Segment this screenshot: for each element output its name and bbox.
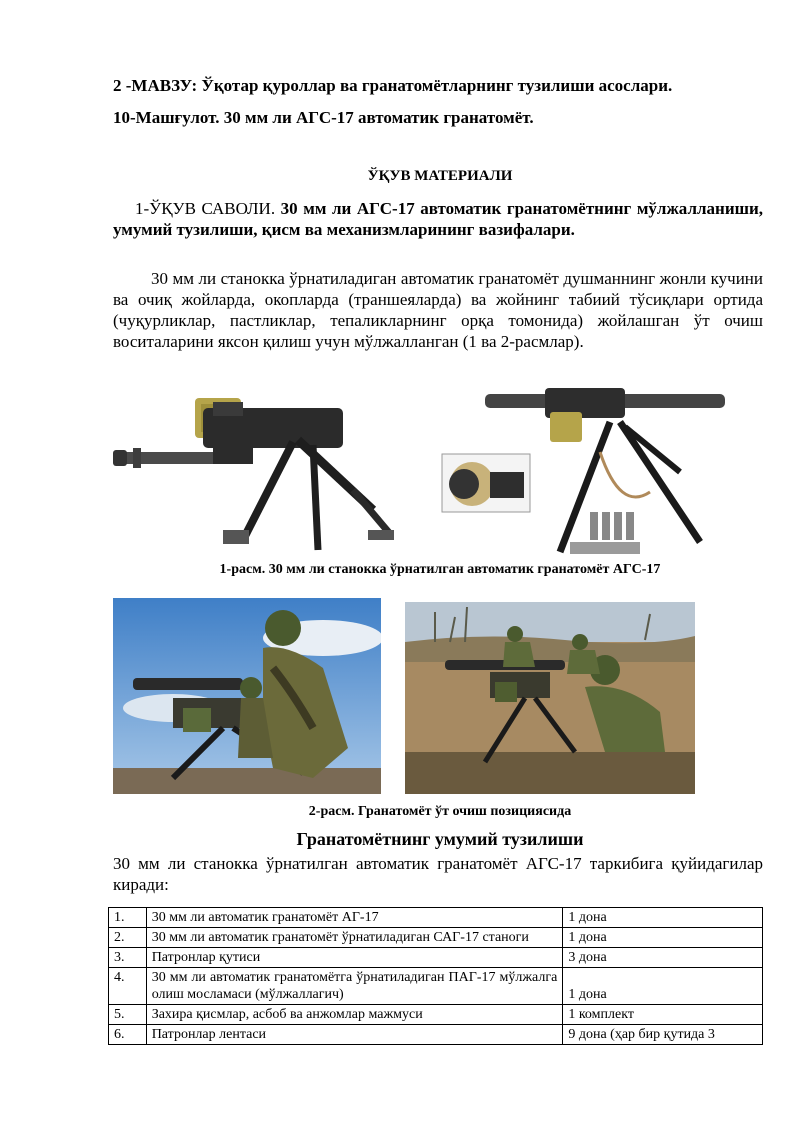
component-qty: 1 дона xyxy=(563,908,763,928)
row-number: 1. xyxy=(109,908,147,928)
component-qty: 9 дона (ҳар бир қутида 3 xyxy=(563,1025,763,1045)
table-row xyxy=(109,928,763,948)
table-row xyxy=(109,1005,763,1025)
component-name: 30 мм ли автоматик гранатомёт ўрнатиладиган САГ-17 станоги xyxy=(146,928,563,948)
components-table xyxy=(108,907,763,1045)
table-row xyxy=(109,948,763,968)
row-number: 3. xyxy=(109,948,147,968)
ags17-tripod-photo xyxy=(113,390,398,555)
row-number: 2. xyxy=(109,928,147,948)
section-title: Гранатомётнинг умумий тузилиши xyxy=(296,829,584,849)
row-number: 5. xyxy=(109,1005,147,1025)
lesson-heading: 10-Машғулот. 30 мм ли АГС-17 автоматик гранатомёт. xyxy=(113,108,534,127)
figure1-caption: 1-расм. 30 мм ли станокка ўрнатилган автоматик гранатомёт АГС-17 xyxy=(219,562,661,577)
soldiers-hillside-photo xyxy=(405,602,695,794)
component-name: Захира қисмлар, асбоб ва анжомлар мажмуси xyxy=(146,1005,563,1025)
table-row xyxy=(109,908,763,928)
component-qty: 1 комплект xyxy=(563,1005,763,1025)
section-paragraph: 30 мм ли станокка ўрнатилган автоматик гранатомёт АГС-17 таркибига қуйидагилар киради: xyxy=(113,854,763,894)
soldiers-firing-position-photo xyxy=(113,598,381,794)
row-number: 6. xyxy=(109,1025,147,1045)
table-row xyxy=(109,1025,763,1045)
component-name: Патронлар қутиси xyxy=(146,948,563,968)
component-qty: 3 дона xyxy=(563,948,763,968)
figure2-caption: 2-расм. Гранатомёт ўт очиш позициясида xyxy=(308,804,572,819)
component-qty: 1 дона xyxy=(563,928,763,948)
component-name: 30 мм ли автоматик гранатомёт АГ-17 xyxy=(146,908,563,928)
ags17-kit-photo xyxy=(440,382,730,560)
component-qty: 1 дона xyxy=(563,968,763,1005)
component-name: Патронлар лентаси xyxy=(146,1025,563,1045)
table-row xyxy=(109,968,763,1005)
intro-paragraph: 30 мм ли станокка ўрнатиладиган автоматик гранатомёт душманнинг жонли кучини ва очиқ жойларда, окопларда (траншеяларда) ва жойнинг табиий тўсиқлари ортида (чуқурликлар, пастликлар, тепаликларнинг орқа томонида) жойлашган ўт очиш воситаларини яксон қилиш учун мўлжалланган (1 ва 2-расмлар). xyxy=(113,269,763,351)
row-number: 4. xyxy=(109,968,147,1005)
question-prefix: 1-ЎҚУВ САВОЛИ. xyxy=(135,199,276,218)
topic-heading: 2 -МАВЗУ: Ўқотар қуроллар ва гранатомётларнинг тузилиши асослари. xyxy=(113,76,673,95)
material-title: ЎҚУВ МАТЕРИАЛИ xyxy=(367,168,513,184)
study-question xyxy=(113,198,763,240)
component-name: 30 мм ли автоматик гранатомётга ўрнатиладиган ПАГ-17 мўлжалга олиш мосламаси (мўлжаллагич) xyxy=(146,968,563,1005)
question-text: 30 мм ли АГС-17 автоматик гранатомётнинг мўлжалланиши, умумий тузилиши, қисм ва механизмларининг вазифалари. xyxy=(113,199,764,239)
